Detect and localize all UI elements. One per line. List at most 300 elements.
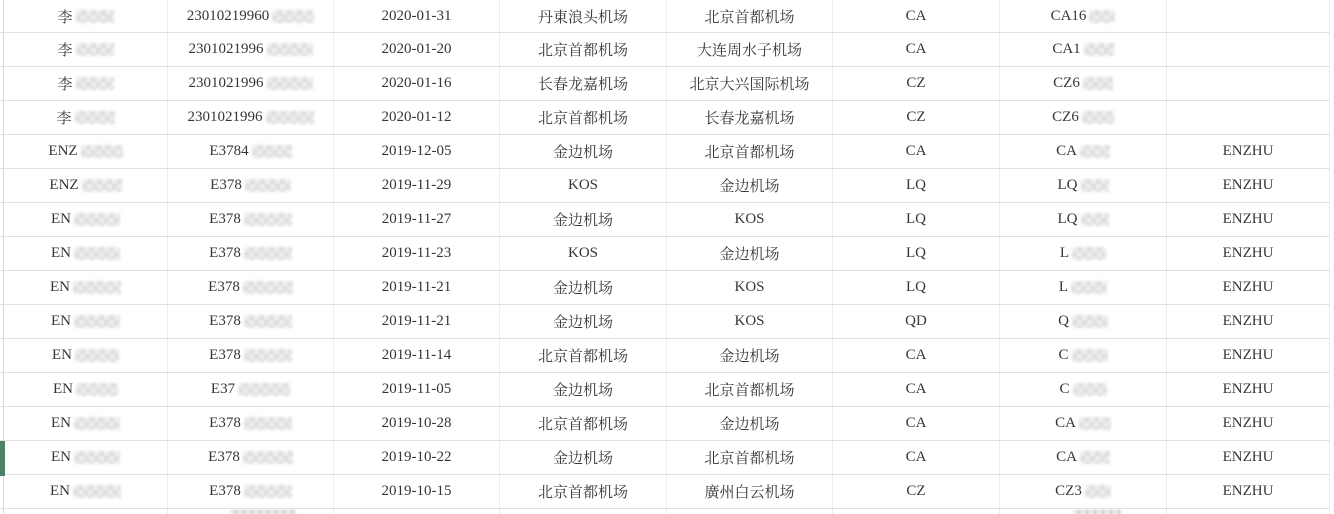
cell-airline-code[interactable] — [833, 373, 1000, 406]
redaction-blur — [1083, 77, 1113, 90]
cell-arrival-airport[interactable] — [667, 0, 833, 32]
cell-arrival-airport[interactable] — [667, 373, 833, 406]
redaction-blur — [252, 145, 292, 158]
cell-flight-date[interactable] — [334, 271, 500, 304]
cell-text: CA — [905, 143, 927, 159]
cell-passenger-tag[interactable] — [1167, 441, 1330, 474]
redaction-blur — [1082, 111, 1114, 124]
cell-flight-date[interactable] — [334, 101, 500, 134]
cell-passenger-tag[interactable] — [1167, 33, 1330, 66]
cell-flight-date[interactable] — [334, 305, 500, 338]
redaction-blur — [1081, 213, 1109, 226]
cell-text: E378 — [210, 177, 242, 193]
cell-text: E378 — [209, 313, 241, 329]
cell-id-number[interactable] — [168, 441, 334, 474]
table-row — [0, 305, 1330, 339]
cell-flight-date[interactable] — [334, 33, 500, 66]
table-row — [0, 271, 1330, 305]
cell-text: 北京大兴国际机场 — [689, 77, 810, 93]
cell-airline-code[interactable] — [833, 305, 1000, 338]
cell-departure-airport[interactable] — [500, 237, 667, 270]
cell-text: CA — [905, 347, 927, 363]
cell-text: 大连周水子机场 — [696, 43, 802, 59]
redaction-blur — [81, 145, 123, 158]
cell-text: ENZHU — [1222, 245, 1274, 261]
cell-id-number[interactable] — [168, 0, 334, 32]
cell-flight-date[interactable] — [334, 203, 500, 236]
redaction-blur — [245, 179, 291, 192]
cell-flight-date[interactable] — [334, 67, 500, 100]
cell-text: 2019-10-22 — [381, 449, 452, 465]
cell-text: L — [1058, 279, 1069, 295]
cell-passenger-name[interactable] — [3, 135, 168, 168]
redaction-blur — [1071, 281, 1107, 294]
redaction-blur — [75, 111, 115, 124]
cell-text: 北京首都机场 — [537, 349, 628, 365]
partial-next-row — [0, 509, 1330, 514]
cell-departure-airport[interactable] — [500, 305, 667, 338]
cell-text: CA — [905, 415, 927, 431]
selected-row-indicator — [0, 441, 5, 476]
cell-passenger-name[interactable] — [3, 441, 168, 474]
redaction-blur — [244, 247, 292, 260]
cell-passenger-tag[interactable] — [1167, 407, 1330, 440]
cell-id-number[interactable] — [168, 339, 334, 372]
redaction-blur — [76, 77, 114, 90]
cell-id-number[interactable] — [168, 135, 334, 168]
redaction-blur — [1072, 349, 1108, 362]
cell-airline-code[interactable] — [833, 203, 1000, 236]
cell-passenger-name[interactable] — [3, 203, 168, 236]
cell-text: 长春龙嘉机场 — [537, 77, 628, 93]
redaction-blur — [238, 383, 290, 396]
cell-departure-airport[interactable] — [500, 135, 667, 168]
cell-passenger-name[interactable] — [3, 475, 168, 508]
cell-flight-number[interactable] — [1000, 475, 1167, 508]
cell-text: 2019-11-05 — [381, 381, 452, 397]
cell-text: ENZHU — [1222, 211, 1274, 227]
cell-text: ENZHU — [1222, 381, 1274, 397]
cell-text: CZ6 — [1052, 109, 1079, 125]
cell-id-number[interactable] — [168, 305, 334, 338]
cell-flight-date[interactable] — [334, 407, 500, 440]
cell-text: 2019-11-21 — [381, 313, 452, 329]
cell-passenger-tag[interactable] — [1167, 135, 1330, 168]
cell-arrival-airport[interactable] — [667, 271, 833, 304]
cell-flight-date[interactable] — [334, 237, 500, 270]
redaction-blur — [1080, 145, 1110, 158]
cell-flight-number[interactable] — [1000, 237, 1167, 270]
cell-text: 2019-11-21 — [381, 279, 452, 295]
cell-flight-date[interactable] — [334, 135, 500, 168]
cell-text: 长春龙嘉机场 — [704, 111, 795, 127]
cell-passenger-tag[interactable] — [1167, 339, 1330, 372]
cell-passenger-name[interactable] — [3, 67, 168, 100]
cell-text: 北京首都机场 — [537, 485, 628, 501]
cell-flight-number[interactable] — [1000, 339, 1167, 372]
cell-text: CA — [1056, 449, 1077, 465]
table-row — [0, 339, 1330, 373]
cell-text: 金边机场 — [552, 383, 613, 399]
cell-text: 金边机场 — [552, 315, 613, 331]
cell-text: ENZHU — [1222, 313, 1274, 329]
redaction-blur — [1079, 417, 1111, 430]
cell-passenger-name[interactable] — [3, 33, 168, 66]
cell-flight-date[interactable] — [334, 373, 500, 406]
cell-text: 2301021996 — [188, 75, 264, 91]
redaction-blur — [74, 417, 120, 430]
cell-text: 北京首都机场 — [704, 145, 795, 161]
cell-text: LQ — [1057, 177, 1078, 193]
cell-text: EN — [50, 483, 70, 499]
table-row — [0, 407, 1330, 441]
cell-departure-airport[interactable] — [500, 33, 667, 66]
cell-text: 廣州白云机场 — [704, 485, 795, 501]
cell-flight-number[interactable] — [1000, 169, 1167, 202]
cell-airline-code[interactable] — [833, 67, 1000, 100]
cell-passenger-tag[interactable] — [1167, 271, 1330, 304]
cell-text: 李 — [57, 43, 73, 59]
cell-text: 金边机场 — [719, 247, 780, 263]
redaction-blur — [1072, 247, 1106, 260]
cell-arrival-airport[interactable] — [667, 135, 833, 168]
cell-passenger-name[interactable] — [3, 169, 168, 202]
cell-passenger-name[interactable] — [3, 237, 168, 270]
redaction-blur — [73, 281, 121, 294]
redaction-blur — [244, 485, 292, 498]
cell-passenger-tag[interactable] — [1167, 203, 1330, 236]
cell-text: 北京首都机场 — [537, 417, 628, 433]
redaction-blur — [1085, 485, 1111, 498]
cell-text: ENZHU — [1222, 415, 1274, 431]
cell-text: E378 — [209, 415, 241, 431]
cell-passenger-tag[interactable] — [1167, 169, 1330, 202]
cell-text: E378 — [208, 279, 240, 295]
cell-text: C — [1058, 347, 1069, 363]
cell-flight-date[interactable] — [334, 0, 500, 32]
cell-arrival-airport[interactable] — [667, 305, 833, 338]
cell-text: EN — [52, 347, 72, 363]
cell-flight-number[interactable] — [1000, 203, 1167, 236]
cell-text: KOS — [734, 313, 765, 329]
cell-text: EN — [51, 415, 71, 431]
cell-text: 金边机场 — [552, 451, 613, 467]
cell-text: LQ — [906, 245, 926, 261]
table-row — [0, 67, 1330, 101]
cell-text: KOS — [567, 245, 598, 261]
cell-text: CA16 — [1050, 7, 1087, 24]
cell-flight-number[interactable] — [1000, 271, 1167, 304]
cell-text: EN — [51, 449, 71, 465]
cell-passenger-tag[interactable] — [1167, 237, 1330, 270]
cell-departure-airport[interactable] — [500, 101, 667, 134]
cell-text: ENZHU — [1222, 177, 1274, 193]
cell-flight-number[interactable] — [1000, 305, 1167, 338]
cell-text: CZ — [906, 483, 926, 499]
cell-text: 李 — [57, 9, 73, 26]
cell-arrival-airport[interactable] — [667, 33, 833, 66]
cell-passenger-name[interactable] — [3, 271, 168, 304]
cell-text: LQ — [906, 211, 926, 227]
redaction-blur — [243, 281, 293, 294]
redaction-blur — [76, 43, 114, 56]
redaction-blur — [74, 213, 120, 226]
table-row — [0, 203, 1330, 237]
cell-text: CZ6 — [1053, 75, 1080, 91]
cell-flight-number[interactable] — [1000, 135, 1167, 168]
cell-text: Q — [1058, 313, 1069, 329]
redaction-blur — [1073, 510, 1121, 514]
cell-text: 北京首都机场 — [537, 111, 628, 127]
redaction-blur — [1072, 315, 1108, 328]
cell-text: ENZHU — [1222, 483, 1274, 499]
cell-departure-airport[interactable] — [500, 67, 667, 100]
cell-text: 北京首都机场 — [704, 451, 795, 467]
cell-airline-code[interactable] — [833, 101, 1000, 134]
cell-text: ENZ — [49, 177, 79, 193]
cell-text: KOS — [734, 279, 765, 295]
cell-text: ENZHU — [1222, 449, 1274, 465]
cell-text: CA — [905, 41, 927, 57]
cell-departure-airport[interactable] — [500, 509, 667, 514]
redaction-blur — [267, 43, 313, 56]
cell-id-number[interactable] — [168, 33, 334, 66]
cell-flight-number[interactable] — [1000, 407, 1167, 440]
cell-departure-airport[interactable] — [500, 271, 667, 304]
cell-flight-date[interactable] — [334, 441, 500, 474]
cell-text: 丹東浪头机场 — [537, 9, 628, 26]
cell-flight-number[interactable] — [1000, 373, 1167, 406]
cell-id-number[interactable] — [168, 101, 334, 134]
redaction-blur — [76, 383, 118, 396]
cell-text: CA — [1056, 143, 1077, 159]
cell-arrival-airport[interactable] — [667, 441, 833, 474]
redaction-blur — [244, 315, 292, 328]
cell-flight-date[interactable] — [334, 475, 500, 508]
cell-text: EN — [50, 279, 70, 295]
redaction-blur — [230, 510, 296, 514]
cell-arrival-airport[interactable] — [667, 101, 833, 134]
cell-airline-code[interactable] — [833, 237, 1000, 270]
cell-flight-number[interactable] — [1000, 0, 1167, 32]
cell-flight-date[interactable] — [334, 509, 500, 514]
redaction-blur — [1084, 43, 1114, 56]
redaction-blur — [267, 77, 313, 90]
redaction-blur — [1073, 383, 1107, 396]
redaction-blur — [1080, 451, 1110, 464]
table-row — [0, 373, 1330, 407]
table-row — [0, 475, 1330, 509]
cell-passenger-tag[interactable] — [1167, 373, 1330, 406]
cell-id-number[interactable] — [168, 407, 334, 440]
cell-arrival-airport[interactable] — [667, 203, 833, 236]
table-row — [0, 135, 1330, 169]
cell-arrival-airport[interactable] — [667, 169, 833, 202]
cell-text: 2301021996 — [188, 41, 264, 57]
cell-text: CA — [905, 7, 927, 24]
cell-text: 2020-01-12 — [381, 109, 452, 125]
cell-airline-code[interactable] — [833, 271, 1000, 304]
cell-departure-airport[interactable] — [500, 475, 667, 508]
cell-text: CZ — [906, 109, 926, 125]
redaction-blur — [82, 179, 122, 192]
cell-text: 2019-11-14 — [381, 347, 452, 363]
cell-arrival-airport[interactable] — [667, 509, 833, 514]
cell-passenger-name[interactable] — [3, 407, 168, 440]
cell-passenger-name[interactable] — [3, 509, 168, 514]
cell-text: KOS — [734, 211, 765, 227]
cell-arrival-airport[interactable] — [667, 475, 833, 508]
cell-id-number[interactable] — [168, 67, 334, 100]
cell-text: 2019-12-05 — [381, 143, 452, 159]
cell-text: 金边机场 — [552, 213, 613, 229]
cell-id-number[interactable] — [168, 203, 334, 236]
cell-text: ENZHU — [1222, 143, 1274, 159]
table-row — [0, 441, 1330, 475]
cell-text: CA — [905, 449, 927, 465]
cell-arrival-airport[interactable] — [667, 67, 833, 100]
cell-passenger-tag[interactable] — [1167, 509, 1330, 514]
cell-text: LQ — [906, 279, 926, 295]
cell-departure-airport[interactable] — [500, 373, 667, 406]
cell-text: LQ — [906, 177, 926, 193]
cell-text: CA — [905, 381, 927, 397]
cell-id-number[interactable] — [168, 373, 334, 406]
cell-arrival-airport[interactable] — [667, 339, 833, 372]
cell-airline-code[interactable] — [833, 0, 1000, 32]
cell-text: 李 — [56, 111, 72, 127]
cell-text: 金边机场 — [719, 417, 780, 433]
cell-text: E378 — [209, 483, 241, 499]
cell-text: 2019-11-23 — [381, 245, 452, 261]
cell-text: E378 — [209, 245, 241, 261]
cell-departure-airport[interactable] — [500, 169, 667, 202]
cell-text: ENZ — [48, 143, 78, 159]
cell-passenger-name[interactable] — [3, 373, 168, 406]
cell-text: 金边机场 — [552, 145, 613, 161]
cell-text: EN — [51, 245, 71, 261]
cell-text: EN — [53, 381, 73, 397]
cell-text: ENZHU — [1222, 279, 1274, 295]
cell-departure-airport[interactable] — [500, 407, 667, 440]
cell-text: E378 — [209, 347, 241, 363]
cell-text: 金边机场 — [719, 179, 780, 195]
redaction-blur — [75, 349, 119, 362]
redaction-blur — [74, 315, 120, 328]
cell-text: E378 — [209, 211, 241, 227]
cell-id-number[interactable] — [168, 169, 334, 202]
cell-text: 2301021996 — [187, 109, 263, 125]
redaction-blur — [272, 10, 314, 23]
redaction-blur — [266, 111, 314, 124]
cell-text: CA — [1055, 415, 1076, 431]
redaction-blur — [1081, 179, 1109, 192]
cell-text: 2020-01-31 — [381, 7, 452, 24]
cell-text: ENZHU — [1222, 347, 1274, 363]
cell-flight-number[interactable] — [1000, 101, 1167, 134]
cell-text: 2019-11-29 — [381, 177, 452, 193]
cell-flight-date[interactable] — [334, 169, 500, 202]
cell-airline-code[interactable] — [833, 509, 1000, 514]
cell-text: CA1 — [1052, 41, 1081, 57]
cell-passenger-tag[interactable] — [1167, 0, 1330, 32]
cell-text: LQ — [1057, 211, 1078, 227]
cell-text: 北京首都机场 — [537, 43, 628, 59]
cell-passenger-name[interactable] — [3, 0, 168, 32]
redaction-blur — [244, 349, 292, 362]
cell-text: 北京首都机场 — [704, 9, 795, 26]
cell-text: 金边机场 — [552, 281, 613, 297]
cell-passenger-tag[interactable] — [1167, 305, 1330, 338]
cell-passenger-tag[interactable] — [1167, 101, 1330, 134]
cell-airline-code[interactable] — [833, 475, 1000, 508]
cell-text: 李 — [57, 77, 73, 93]
cell-departure-airport[interactable] — [500, 441, 667, 474]
table-row — [0, 101, 1330, 135]
table-row — [0, 237, 1330, 271]
cell-text: 23010219960 — [186, 7, 270, 24]
redaction-blur — [76, 10, 114, 23]
table-row — [0, 169, 1330, 203]
cell-departure-airport[interactable] — [500, 0, 667, 32]
redaction-blur — [243, 451, 293, 464]
table-row — [0, 0, 1330, 33]
cell-passenger-tag[interactable] — [1167, 475, 1330, 508]
cell-arrival-airport[interactable] — [667, 237, 833, 270]
cell-text: C — [1059, 381, 1070, 397]
cell-text: E378 — [208, 449, 240, 465]
cell-airline-code[interactable] — [833, 33, 1000, 66]
redaction-blur — [74, 451, 120, 464]
cell-flight-date[interactable] — [334, 339, 500, 372]
cell-arrival-airport[interactable] — [667, 407, 833, 440]
cell-airline-code[interactable] — [833, 441, 1000, 474]
cell-passenger-name[interactable] — [3, 305, 168, 338]
cell-passenger-name[interactable] — [3, 101, 168, 134]
cell-flight-number[interactable] — [1000, 67, 1167, 100]
cell-airline-code[interactable] — [833, 135, 1000, 168]
cell-airline-code[interactable] — [833, 169, 1000, 202]
cell-departure-airport[interactable] — [500, 339, 667, 372]
cell-airline-code[interactable] — [833, 407, 1000, 440]
cell-departure-airport[interactable] — [500, 203, 667, 236]
cell-text: 2019-10-28 — [381, 415, 452, 431]
redaction-blur — [73, 485, 121, 498]
cell-id-number[interactable] — [168, 237, 334, 270]
cell-id-number[interactable] — [168, 475, 334, 508]
cell-id-number[interactable] — [168, 271, 334, 304]
cell-airline-code[interactable] — [833, 339, 1000, 372]
redaction-blur — [1089, 10, 1115, 23]
cell-passenger-tag[interactable] — [1167, 67, 1330, 100]
cell-text: EN — [51, 313, 71, 329]
cell-text: QD — [905, 313, 927, 329]
cell-text: E3784 — [209, 143, 249, 159]
cell-text: CZ — [906, 75, 926, 91]
redaction-blur — [74, 247, 120, 260]
table-row — [0, 33, 1330, 67]
cell-text: EN — [51, 211, 71, 227]
redaction-blur — [244, 417, 292, 430]
cell-text: 2020-01-16 — [381, 75, 452, 91]
cell-text: L — [1059, 245, 1070, 261]
redaction-blur — [244, 213, 292, 226]
cell-flight-number[interactable] — [1000, 33, 1167, 66]
cell-passenger-name[interactable] — [3, 339, 168, 372]
cell-flight-number[interactable] — [1000, 441, 1167, 474]
cell-text: 2019-11-27 — [381, 211, 452, 227]
cell-text: 金边机场 — [719, 349, 780, 365]
